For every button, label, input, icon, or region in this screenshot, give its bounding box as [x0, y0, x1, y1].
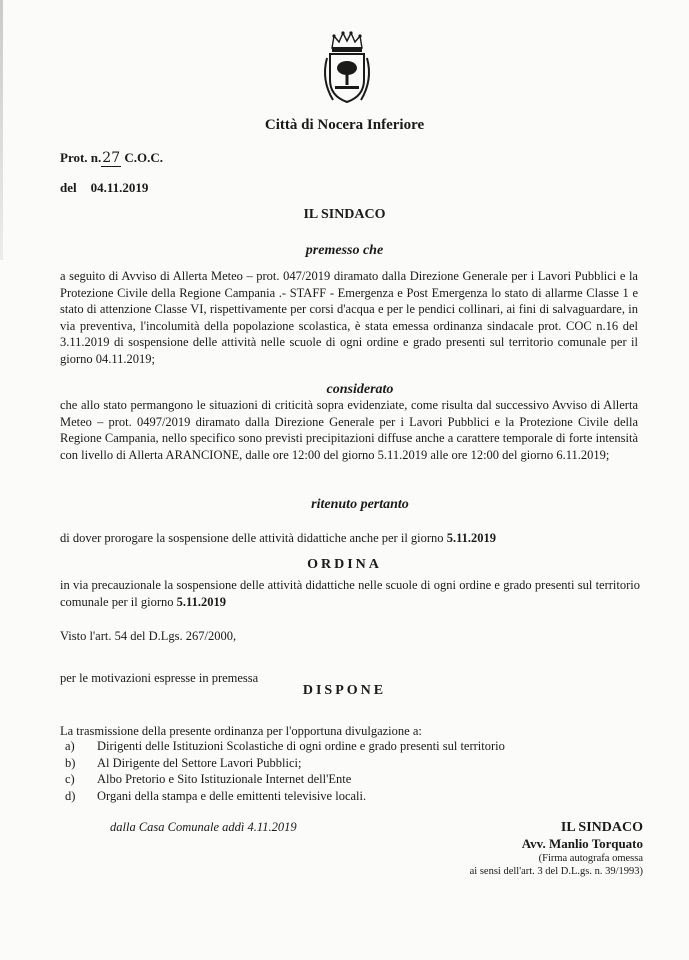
protocol-label: Prot. n.: [60, 150, 102, 165]
premesso-heading: premesso che: [305, 243, 384, 258]
signer-name: Avv. Manlio Torquato: [521, 836, 643, 851]
document-title: IL SINDACO: [303, 207, 386, 222]
ordina-heading: ORDINA: [307, 557, 382, 572]
list-item-letter: b): [65, 755, 76, 770]
date-label: del: [60, 180, 77, 195]
list-item: [65, 771, 645, 788]
list-item-letter: d): [65, 788, 76, 803]
signature-block: [470, 820, 643, 878]
list-item: [65, 788, 645, 805]
considerato-text: che allo stato permangono le situazioni di criticità sopra evidenziate, come risulta dal successivo Avviso di Allerta Meteo – prot. 0497/2019 diramato dalla Direzione Generale per i Lavori Pubblici e la Protezione Civile della Regione Campania, nello specifico sono previsti precipitazioni diffuse anche a carattere temporale di forte intensità con livello di Allerta ARANCIONE, dalle ore 12:00 del giorno 5.11.2019 alle ore 12:00 del giorno 6.11.2019;: [60, 398, 638, 462]
list-item-letter: a): [65, 739, 75, 753]
visto-text: Visto l'art. 54 del D.Lgs. 267/2000,: [60, 629, 237, 643]
dispone-intro: La trasmissione della presente ordinanza per l'opportuna divulgazione a:: [60, 724, 422, 738]
list-item: [65, 738, 645, 755]
signature-note-2: ai sensi dell'art. 3 del D.L.gs. n. 39/1993): [469, 866, 643, 877]
signer-title: IL SINDACO: [560, 820, 643, 835]
city-name: Città di Nocera Inferiore: [264, 117, 425, 133]
list-item-letter: c): [65, 772, 75, 786]
protocol-number: 27: [102, 150, 121, 166]
list-item-text: Albo Pretorio e Sito Istituzionale Internet dell'Ente: [97, 772, 352, 786]
ritenuto-date: 5.11.2019: [446, 531, 496, 545]
list-item: [65, 755, 645, 772]
city-coat-of-arms-icon: [318, 30, 376, 106]
ordina-text: [60, 577, 640, 610]
ordina-date: 5.11.2019: [176, 594, 226, 609]
distribution-list: [65, 738, 645, 804]
dispone-heading: DISPONE: [302, 683, 387, 698]
motivazioni-text: per le motivazioni espresse in premessa: [60, 671, 259, 685]
ritenuto-heading: ritenuto pertanto: [311, 497, 409, 512]
date-line: [60, 180, 148, 196]
list-item-text: Organi della stampa e delle emittenti televisive locali.: [97, 788, 367, 803]
list-item-text: Al Dirigente del Settore Lavori Pubblici;: [97, 755, 302, 770]
ritenuto-body: di dover prorogare la sospensione delle attività didattiche anche per il giorno: [60, 531, 444, 545]
protocol-line: [60, 150, 163, 166]
ritenuto-text: [60, 530, 640, 547]
document-date: 04.11.2019: [90, 180, 149, 195]
protocol-suffix: C.O.C.: [124, 150, 164, 165]
ordina-body: in via precauzionale la sospensione delle attività didattiche nelle scuole di ogni ordine e grado presenti sul territorio comunale per il giorno: [60, 578, 640, 609]
list-item-text: Dirigenti delle Istituzioni Scolastiche di ogni ordine e grado presenti sul territorio: [97, 739, 505, 753]
place-and-date: dalla Casa Comunale addì 4.11.2019: [110, 820, 297, 834]
premesso-text: a seguito di Avviso di Allerta Meteo – prot. 047/2019 diramato dalla Direzione Generale per i Lavori Pubblici e la Protezione Civile della Regione Campania .- STAFF - Emergenza e Post Emergenza lo stato di allarme Classe 1 e stato di attenzione Classe VI, rispettivamente per corsi d'acqua e per le pendici collinari, ai fini di salvaguardare, in via preventiva, l'incolumità della popolazione scolastica, è stata emessa ordinanza sindacale prot. COC n.16 del 3.11.2019 di sospensione delle attività nelle scuole di ogni ordine e grado presenti sul territorio comunale per il giorno 04.11.2019;: [60, 269, 638, 366]
considerato-heading: considerato: [326, 382, 394, 397]
signature-note-1: (Firma autografa omessa: [538, 853, 643, 864]
